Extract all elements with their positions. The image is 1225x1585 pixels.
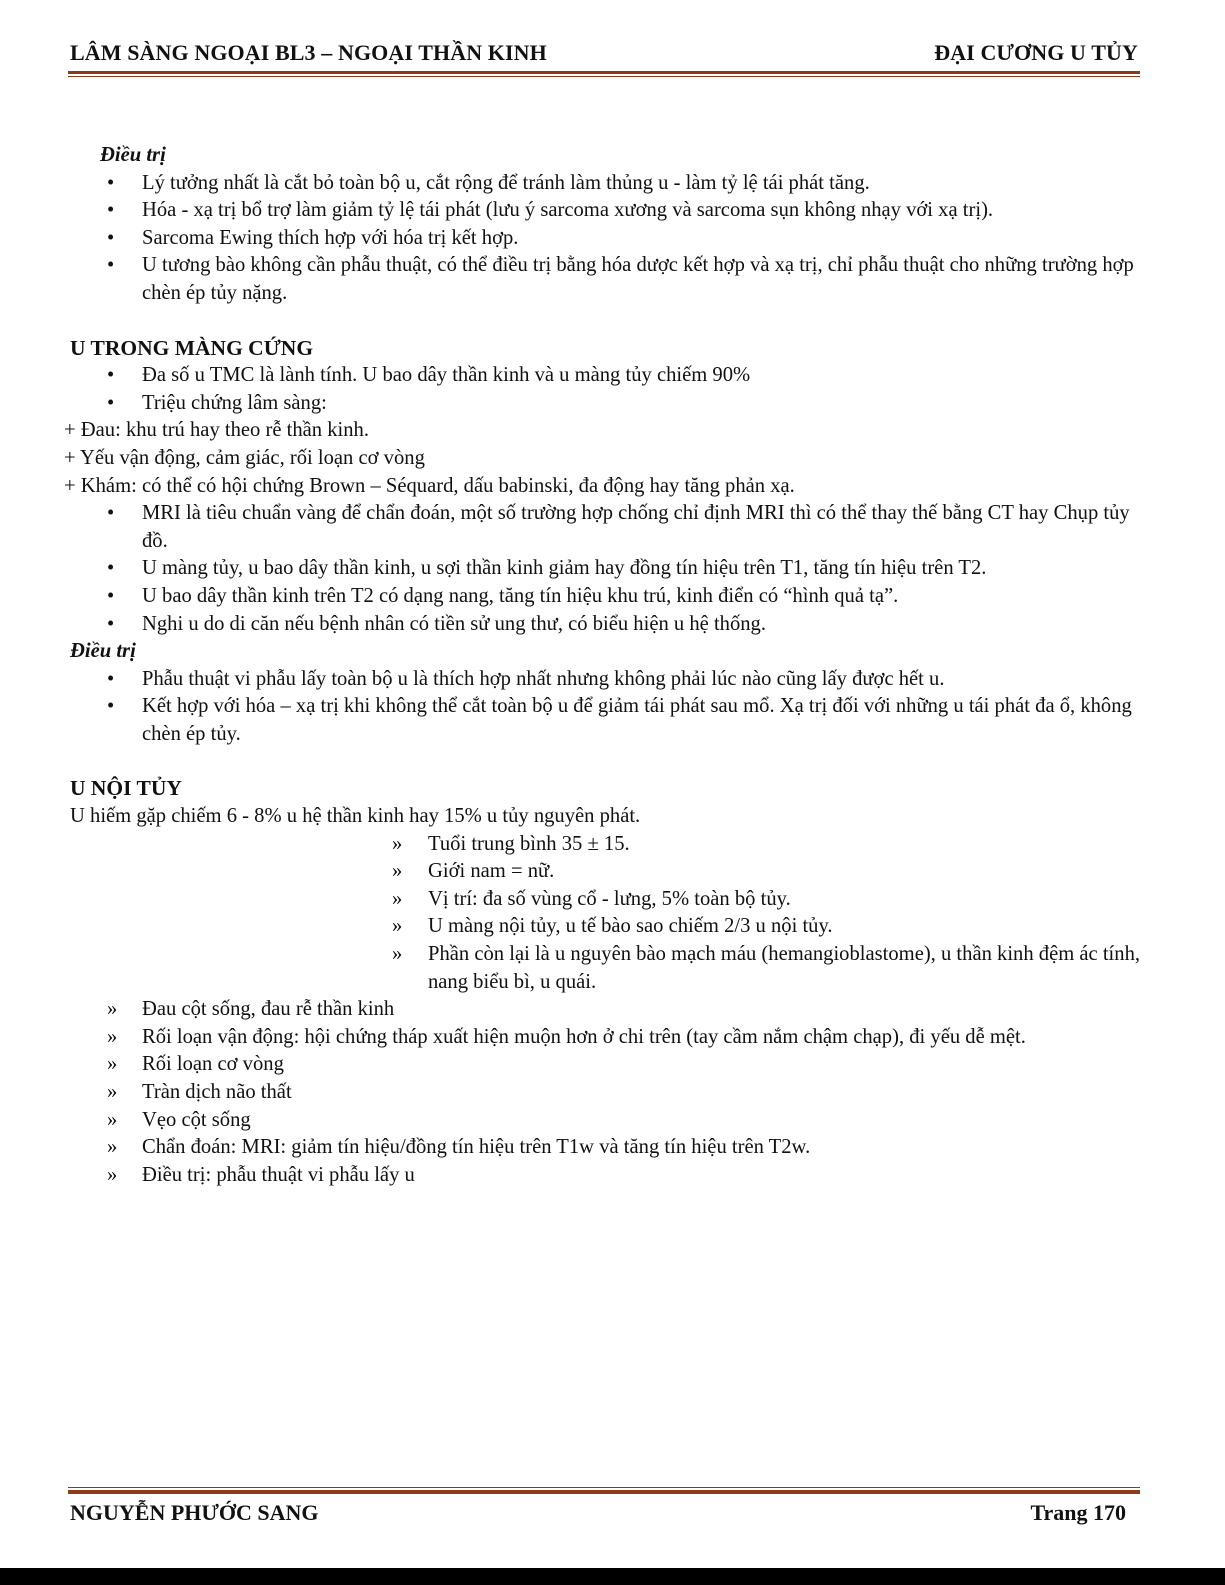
section-title-trong-mang-cung: U TRONG MÀNG CỨNG xyxy=(70,335,314,360)
list-item: • U tương bào không cần phẫu thuật, có thể điều trị bằng hóa dược kết hợp và xạ trị, chỉ phẫu thuật cho những trường hợp chèn ép tủy nặng. xyxy=(70,252,1150,307)
dieu-tri-heading: Điều trị xyxy=(100,144,166,166)
list-item: » Vị trí: đa số vùng cổ - lưng, 5% toàn bộ tủy. xyxy=(70,886,1150,914)
page-header xyxy=(70,40,1138,66)
symptom-line: + Khám: có thể có hội chứng Brown – Séquard, dấu babinski, đa động hay tăng phản xạ. xyxy=(64,474,795,497)
noi-tuy-intro: U hiếm gặp chiếm 6 - 8% u hệ thần kinh hay 15% u tủy nguyên phát. xyxy=(70,805,641,828)
symptom-line: + Yếu vận động, cảm giác, rối loạn cơ vòng xyxy=(64,446,425,469)
list-item: » Rối loạn cơ vòng xyxy=(70,1051,1150,1079)
dieu-tri-list xyxy=(70,170,1150,308)
page-number: Trang 170 xyxy=(1030,1500,1126,1525)
list-item: » Giới nam = nữ. xyxy=(70,858,1150,886)
list-item: • Lý tưởng nhất là cắt bỏ toàn bộ u, cắt rộng để tránh làm thủng u - làm tỷ lệ tái phát tăng. xyxy=(70,170,1150,198)
list-item: • U màng tủy, u bao dây thần kinh, u sợi thần kinh giảm hay đồng tín hiệu trên T1, tăng tín hiệu trên T2. xyxy=(70,555,1150,583)
header-divider xyxy=(68,71,1140,78)
noi-tuy-list xyxy=(70,996,1150,1189)
list-item: • Sarcoma Ewing thích hợp với hóa trị kết hợp. xyxy=(70,225,1150,253)
list-item: » Tuổi trung bình 35 ± 15. xyxy=(70,831,1150,859)
header-left-title: LÂM SÀNG NGOẠI BL3 – NGOẠI THẦN KINH xyxy=(70,40,547,65)
list-item: • Phẫu thuật vi phẫu lấy toàn bộ u là thích hợp nhất nhưng không phải lúc nào cũng lấy được hết u. xyxy=(70,666,1150,694)
bottom-bar xyxy=(0,1568,1225,1585)
list-item: » U màng nội tủy, u tế bào sao chiếm 2/3 u nội tủy. xyxy=(70,913,1150,941)
list-item: • U bao dây thần kinh trên T2 có dạng nang, tăng tín hiệu khu trú, kinh điển có “hình quả tạ”. xyxy=(70,583,1150,611)
list-item: » Đau cột sống, đau rễ thần kinh xyxy=(70,996,1150,1024)
header-right-title: ĐẠI CƯƠNG U TỦY xyxy=(934,40,1138,65)
document-body xyxy=(64,142,1150,1189)
page-footer xyxy=(70,1500,1126,1526)
list-item: » Chẩn đoán: MRI: giảm tín hiệu/đồng tín hiệu trên T1w và tăng tín hiệu trên T2w. xyxy=(70,1134,1150,1162)
list-item: • Nghi u do di căn nếu bệnh nhân có tiền sử ung thư, có biểu hiện u hệ thống. xyxy=(70,611,1150,639)
list-item: • Kết hợp với hóa – xạ trị khi không thể cắt toàn bộ u để giảm tái phát sau mổ. Xạ trị đối với những u tái phát đa ổ, không chèn ép tủy. xyxy=(70,693,1150,748)
symptom-line: + Đau: khu trú hay theo rễ thần kinh. xyxy=(64,419,370,442)
list-item: » Rối loạn vận động: hội chứng tháp xuất hiện muộn hơn ở chi trên (tay cầm nắm chậm chạp), đi yếu dễ mệt. xyxy=(70,1024,1150,1052)
noi-tuy-deep-list xyxy=(70,831,1150,997)
list-item: • Đa số u TMC là lành tính. U bao dây thần kinh và u màng tủy chiếm 90% xyxy=(70,362,1150,390)
list-item: » Tràn dịch não thất xyxy=(70,1079,1150,1107)
list-item: • Hóa - xạ trị bổ trợ làm giảm tỷ lệ tái phát (lưu ý sarcoma xương và sarcoma sụn không nhạy với xạ trị). xyxy=(70,197,1150,225)
list-item: • MRI là tiêu chuẩn vàng để chẩn đoán, một số trường hợp chống chỉ định MRI thì có thể thay thế bằng CT hay Chụp tủy đồ. xyxy=(70,500,1150,555)
footer-author: NGUYỄN PHƯỚC SANG xyxy=(70,1500,319,1525)
footer-divider xyxy=(68,1487,1140,1495)
list-item: » Vẹo cột sống xyxy=(70,1107,1150,1135)
list-item: » Phần còn lại là u nguyên bào mạch máu (hemangioblastome), u thần kinh đệm ác tính, nang biểu bì, u quái. xyxy=(70,941,1150,996)
dieu-tri-heading: Điều trị xyxy=(70,640,136,663)
list-item: • Triệu chứng lâm sàng: xyxy=(70,390,1150,418)
trong-mang-cung-list-a xyxy=(70,362,1150,417)
trong-mang-cung-dieu-tri-list xyxy=(70,666,1150,749)
section-title-noi-tuy: U NỘI TỦY xyxy=(70,776,182,801)
list-item: » Điều trị: phẫu thuật vi phẫu lấy u xyxy=(70,1162,1150,1190)
trong-mang-cung-list-b xyxy=(70,500,1150,638)
